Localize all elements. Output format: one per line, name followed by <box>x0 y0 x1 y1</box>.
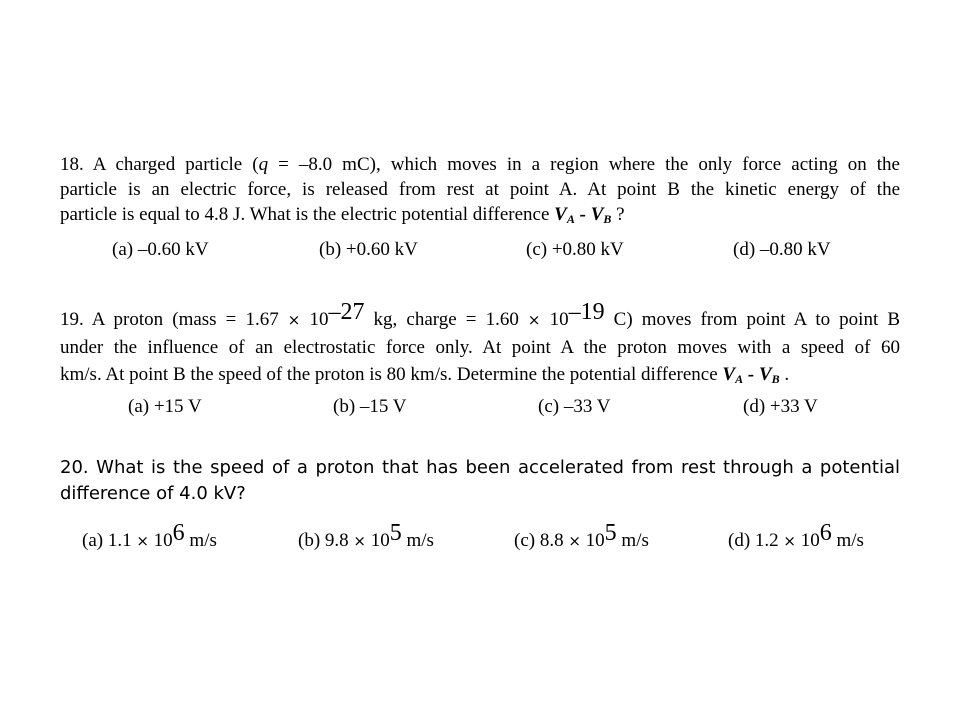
question-18-line-2: particle is an electric force, is released from rest at point A. At point B the kinetic energy of the <box>60 179 900 200</box>
choice-20-b[interactable]: (b) 9.8 × 105 m/s <box>298 520 434 551</box>
choice-20-c[interactable]: (c) 8.8 × 105 m/s <box>514 520 649 551</box>
question-20-line-1: 20. What is the speed of a proton that has been accelerated from rest through a potential <box>60 457 900 478</box>
question-19-line-2: under the influence of an electrostatic force only. At point A the proton moves with a speed of 60 <box>60 337 900 358</box>
potential-va: $V_A - V_B$ <box>554 204 612 226</box>
choice-19-d[interactable]: (d) +33 V <box>743 396 818 417</box>
question-19 <box>60 299 901 393</box>
choice-18-d[interactable]: (d) –0.80 kV <box>733 239 831 260</box>
choice-20-d[interactable]: (d) 1.2 × 106 m/s <box>728 520 864 551</box>
choice-18-b[interactable]: (b) +0.60 kV <box>319 239 418 260</box>
question-19-line-1: 19. A proton (mass = 1.67 × 10–27 kg, charge = 1.60 × 10–19 C) moves from point A to point B <box>60 299 901 330</box>
question-18 <box>60 152 900 232</box>
choice-18-a[interactable]: (a) –0.60 kV <box>112 239 209 260</box>
question-19-line-3: km/s. At point B the speed of the proton is 80 km/s. Determine the potential difference $V_A - V_B$ . <box>60 364 790 386</box>
choice-20-a[interactable]: (a) 1.1 × 106 m/s <box>82 520 217 551</box>
question-20 <box>60 455 900 507</box>
choice-19-b[interactable]: (b) –15 V <box>333 396 407 417</box>
choice-19-c[interactable]: (c) –33 V <box>538 396 611 417</box>
question-18-line-1: 18. A charged particle (q = –8.0 mC), which moves in a region where the only force acting on the <box>60 154 900 175</box>
question-18-line-3: particle is equal to 4.8 J. What is the electric potential difference $V_A - V_B$ ? <box>60 204 625 226</box>
choice-18-c[interactable]: (c) +0.80 kV <box>526 239 624 260</box>
question-20-line-2: difference of 4.0 kV? <box>60 483 246 504</box>
choice-19-a[interactable]: (a) +15 V <box>128 396 202 417</box>
potential-va-vb: $V_A - V_B$ <box>722 364 780 386</box>
